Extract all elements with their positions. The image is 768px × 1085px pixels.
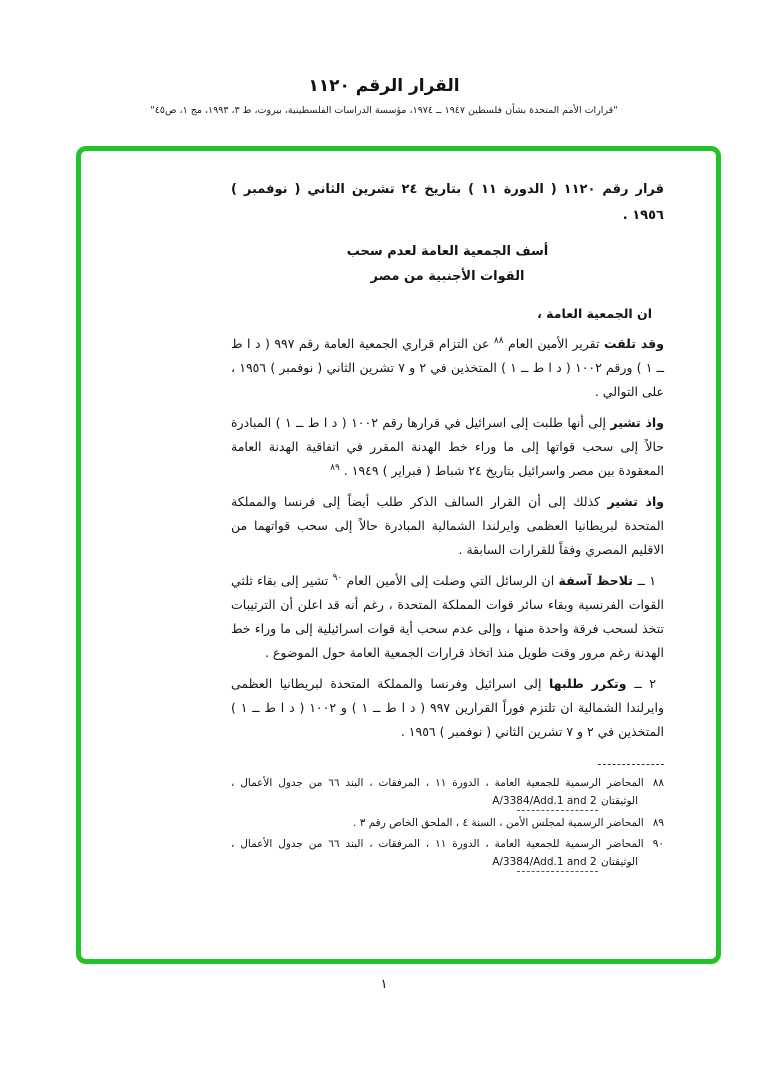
page-header xyxy=(0,76,768,116)
footnote-ref-89: ٨٩ xyxy=(330,462,340,473)
footnote-text: المحاضر الرسمية للجمعية العامة ، الدورة ١١ ، المرفقات ، البند ٦٦ من جدول الأعمال ، الوثيقتان xyxy=(231,838,644,868)
paragraph-text: ان الرسائل التي وصلت إلى الأمين العام xyxy=(342,573,559,588)
document-reference: A/3384/Add.1 and 2 xyxy=(517,853,597,872)
resolution-heading: قرار رقم ١١٢٠ ( الدورة ١١ ) بتاريخ ٢٤ تشرين الثاني ( نوفمبر ) ١٩٥٦ . xyxy=(231,182,664,223)
paragraph-text: كذلك إلى أن القرار السالف الذكر طلب أيضاً إلى فرنسا والمملكة المتحدة لبريطانيا العظمى وايرلندا الشمالية المبادرة حالاً إلى سحب قواتهما من الاقليم المصري وفقاً للقرارات السابقة . xyxy=(231,494,664,557)
document-reference: A/3384/Add.1 and 2 xyxy=(517,792,597,811)
paragraph-text: تشير إلى بقاء ثلثي القوات الفرنسية وبقاء سائر قوات المملكة المتحدة ، رغم أنه قد اعلن أن الترتيبات تتخذ لسحب فرقة واحدة منها ، وإلى عدم سحب أية قوات اسرائيلية إلى ما وراء خط الهدنة رغم مرور وقت طويل منذ اتخاذ قرارات الجمعية العامة حول الموضوع . xyxy=(231,573,664,660)
document-frame xyxy=(76,146,721,964)
paragraph-lead: واذ تشير xyxy=(610,415,664,430)
preamble-paragraph-2 xyxy=(231,411,664,483)
paragraph-lead: تلاحظ آسفة xyxy=(558,573,638,588)
footnote-text: المحاضر الرسمية للجمعية العامة ، الدورة ١١ ، المرفقات ، البند ٦٦ من جدول الأعمال ، الوثيقتان xyxy=(231,777,644,807)
footnote-text: المحاضر الرسمية لمجلس الأمن ، السنة ٤ ، الملحق الخاص رقم ٣ . xyxy=(353,817,644,829)
item-number: ٢ ــ xyxy=(634,676,656,691)
paragraph-text: عن التزام قراري الجمعية العامة رقم ٩٩٧ ( د ا ط ــ ١ ) ورقم ١٠٠٢ ( د ا ط ــ ١ ) المتخذين في ٢ و ٧ تشرين الثاني ( نوفمبر ) ١٩٥٦ ، على التوالي . xyxy=(231,336,664,399)
footnote-89 xyxy=(231,814,664,832)
preamble-paragraph-3 xyxy=(231,490,664,562)
paragraph-text: تقرير الأمين العام xyxy=(503,336,604,351)
footnote-number: ٨٩ xyxy=(652,817,664,829)
footnote-90 xyxy=(231,835,664,872)
item-number: ١ ــ xyxy=(637,573,656,588)
paragraph-text: إلى اسرائيل وفرنسا والمملكة المتحدة لبريطانيا العظمى وايرلندا الشمالية ان تلتزم فوراً القرارين ٩٩٧ ( د ا ط ــ ١ ) و ١٠٠٢ ( د ا ط ــ ١ ) المتخذين في ٢ و ٧ تشرين الثاني ( نوفمبر ) ١٩٥٦ . xyxy=(231,676,664,739)
preamble-paragraph-1 xyxy=(231,332,664,404)
footnote-ref-88: ٨٨ xyxy=(493,335,504,346)
resolution-subtitle-line1: أسف الجمعية العامة لعدم سحب xyxy=(346,244,549,259)
paragraph-text: إلى أنها طلبت إلى اسرائيل في قرارها رقم ١٠٠٢ ( د ا ط ــ ١ ) المبادرة حالاً إلى سحب قواتها إلى ما وراء خط الهدنة المقرر في اتفاقية الهدنة العامة المعقودة بين مصر واسرائيل بتاريخ ٢٤ شباط ( فبراير ) ١٩٤٩ . xyxy=(231,415,664,478)
paragraph-lead: وتكرر طلبها xyxy=(548,676,635,691)
document-body xyxy=(81,151,716,893)
footnote-88 xyxy=(231,774,664,811)
paragraph-lead: وقد تلقت xyxy=(603,336,664,351)
page-number: ١ xyxy=(380,977,388,992)
operative-paragraph-2 xyxy=(231,672,664,744)
footnote-number: ٩٠ xyxy=(652,838,665,850)
footnote-separator xyxy=(598,764,664,765)
footnote-number: ٨٨ xyxy=(652,777,665,789)
footnotes-section xyxy=(231,764,664,872)
resolution-subtitle-line2: القوات الأجنبية من مصر xyxy=(370,269,525,284)
footnote-ref-90: ٩٠ xyxy=(332,572,343,583)
operative-paragraph-1 xyxy=(231,569,664,665)
opening-line: ان الجمعية العامة ، xyxy=(537,306,652,321)
page-title: القرار الرقم ١١٢٠ xyxy=(308,76,460,96)
source-citation: "قرارات الأمم المتحدة بشأن فلسطين ١٩٤٧ ــ ١٩٧٤، مؤسسة الدراسات الفلسطينية، بيروت، ط ٣، ١٩٩٣، مج ١، ص٤٥" xyxy=(150,105,618,116)
paragraph-lead: واذ تشير xyxy=(607,494,664,509)
